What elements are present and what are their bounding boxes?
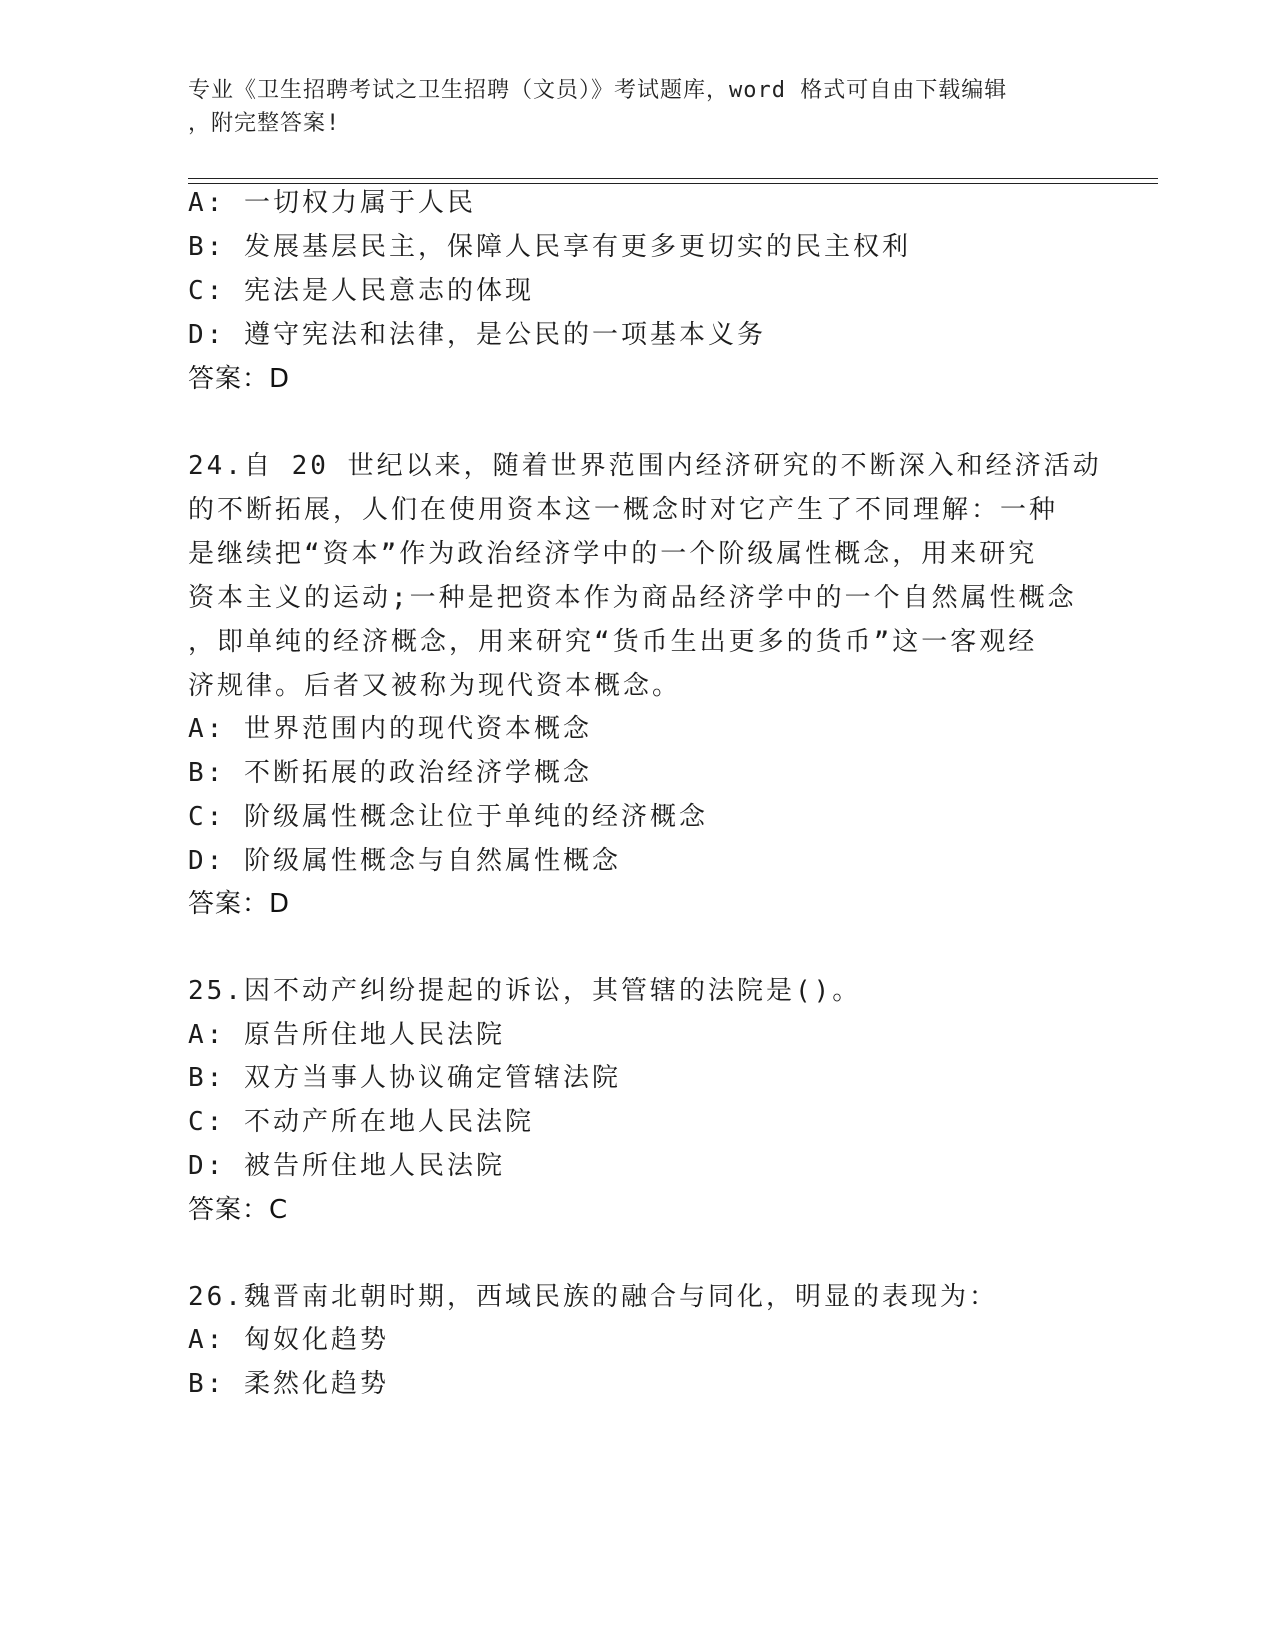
header-divider-bottom	[188, 183, 1158, 184]
q24-stem-line-2: 的不断拓展，人们在使用资本这一概念时对它产生了不同理解：一种	[188, 495, 1059, 525]
q24-option-d: D: 阶级属性概念与自然属性概念	[188, 846, 621, 876]
q24-option-a: A: 世界范围内的现代资本概念	[188, 714, 592, 744]
q26-option-b: B: 柔然化趋势	[188, 1369, 389, 1399]
header-line-1: 专业《卫生招聘考试之卫生招聘（文员）》考试题库，word 格式可自由下载编辑	[188, 78, 1008, 103]
q23-option-c: C: 宪法是人民意志的体现	[188, 276, 534, 306]
q25-option-d: D: 被告所住地人民法院	[188, 1151, 505, 1181]
q24-stem-line-6: 济规律。后者又被称为现代资本概念。	[188, 671, 682, 701]
q24-answer: 答案：D	[188, 889, 291, 919]
q25-option-a: A: 原告所住地人民法院	[188, 1020, 505, 1050]
q26-option-a: A: 匈奴化趋势	[188, 1325, 389, 1355]
q25-option-b: B: 双方当事人协议确定管辖法院	[188, 1063, 621, 1093]
q25-option-c: C: 不动产所在地人民法院	[188, 1107, 534, 1137]
q24-stem-line-5: ，即单纯的经济概念，用来研究“货币生出更多的货币”这一客观经	[188, 627, 1038, 657]
q24-stem-line-3: 是继续把“资本”作为政治经济学中的一个阶级属性概念，用来研究	[188, 539, 1038, 569]
q25-stem: 25.因不动产纠纷提起的诉讼，其管辖的法院是()。	[188, 976, 862, 1006]
q23-option-b: B: 发展基层民主，保障人民享有更多更切实的民主权利	[188, 232, 911, 262]
q24-option-b: B: 不断拓展的政治经济学概念	[188, 758, 592, 788]
document-header	[188, 74, 1068, 140]
q25-answer: 答案：C	[188, 1195, 289, 1225]
q23-answer: 答案：D	[188, 364, 291, 394]
q24-stem-line-1: 24.自 20 世纪以来，随着世界范围内经济研究的不断深入和经济活动	[188, 451, 1102, 481]
q24-option-c: C: 阶级属性概念让位于单纯的经济概念	[188, 802, 708, 832]
q23-option-a: A: 一切权力属于人民	[188, 188, 476, 218]
q23-option-d: D: 遵守宪法和法律，是公民的一项基本义务	[188, 320, 766, 350]
q26-stem: 26.魏晋南北朝时期，西域民族的融合与同化，明显的表现为：	[188, 1282, 998, 1312]
header-line-2: ，附完整答案!	[188, 111, 341, 136]
q24-stem-line-4: 资本主义的运动;一种是把资本作为商品经济学中的一个自然属性概念	[188, 583, 1077, 613]
header-divider-top	[188, 178, 1158, 179]
